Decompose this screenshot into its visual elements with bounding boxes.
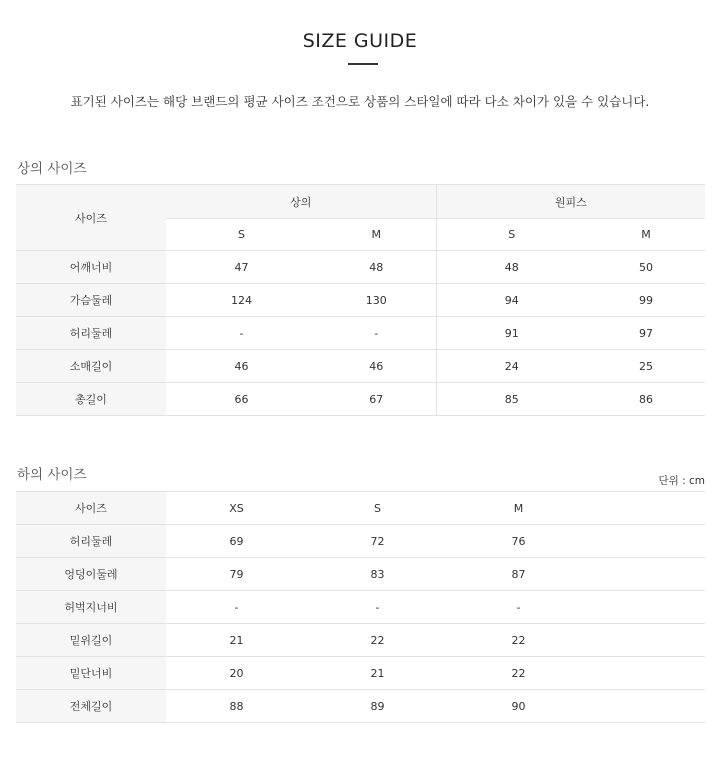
row-label: 가슴둘레 [16, 284, 166, 317]
size-notice: 표기된 사이즈는 해당 브랜드의 평균 사이즈 조건으로 상품의 스타일에 따라 다소 차이가 있을 수 있습니다. [70, 94, 650, 109]
row-label: 허리둘레 [16, 317, 166, 350]
table-row [16, 624, 705, 657]
row-label: 엉덩이둘레 [16, 558, 166, 591]
empty-cell [589, 492, 705, 525]
table-cell: 69 [166, 525, 307, 558]
table-cell: - [307, 591, 448, 624]
table-row [16, 383, 705, 416]
table-cell: 130 [317, 284, 436, 317]
group-header-top: 상의 [166, 185, 436, 219]
table-cell: 91 [436, 317, 587, 350]
table-cell: 76 [448, 525, 589, 558]
table-cell: 46 [166, 350, 317, 383]
table-cell: 83 [307, 558, 448, 591]
size-label: S [166, 219, 317, 251]
size-header-cell: 사이즈 [16, 185, 166, 251]
size-label: S [436, 219, 587, 251]
table-cell: 24 [436, 350, 587, 383]
row-label: 허리둘레 [16, 525, 166, 558]
table-cell: 20 [166, 657, 307, 690]
top-size-section-title: 상의 사이즈 [17, 161, 87, 177]
size-header-cell: 사이즈 [16, 492, 166, 525]
table-cell: - [448, 591, 589, 624]
bottom-size-section-title: 하의 사이즈 [17, 467, 87, 483]
title-divider [348, 63, 378, 65]
size-label: M [448, 492, 589, 525]
size-label: M [587, 219, 705, 251]
row-label: 허벅지너비 [16, 591, 166, 624]
table-cell: 99 [587, 284, 705, 317]
table-row [16, 657, 705, 690]
row-label: 밑위길이 [16, 624, 166, 657]
empty-cell [589, 690, 705, 723]
table-cell: 85 [436, 383, 587, 416]
row-label: 총길이 [16, 383, 166, 416]
table-row [16, 251, 705, 284]
table-cell: - [166, 317, 317, 350]
row-label: 어깨너비 [16, 251, 166, 284]
table-cell: 86 [587, 383, 705, 416]
page-title: SIZE GUIDE [302, 30, 418, 52]
empty-cell [589, 558, 705, 591]
table-cell: 97 [587, 317, 705, 350]
table-cell: 48 [317, 251, 436, 284]
table-cell: 94 [436, 284, 587, 317]
top-size-table [16, 184, 705, 416]
table-row [16, 525, 705, 558]
size-label: S [307, 492, 448, 525]
unit-label: 단위 : cm [658, 475, 705, 487]
table-cell: 124 [166, 284, 317, 317]
table-cell: 72 [307, 525, 448, 558]
table-cell: 46 [317, 350, 436, 383]
table-row [16, 284, 705, 317]
table-cell: 50 [587, 251, 705, 284]
table-cell: 88 [166, 690, 307, 723]
table-cell: 22 [448, 624, 589, 657]
size-label: M [317, 219, 436, 251]
table-cell: 66 [166, 383, 317, 416]
table-row [16, 317, 705, 350]
table-cell: 79 [166, 558, 307, 591]
row-label: 전체길이 [16, 690, 166, 723]
table-cell: 48 [436, 251, 587, 284]
table-cell: 67 [317, 383, 436, 416]
table-row [16, 558, 705, 591]
table-cell: 25 [587, 350, 705, 383]
table-cell: 47 [166, 251, 317, 284]
table-cell: - [166, 591, 307, 624]
group-header-dress: 원피스 [436, 185, 705, 219]
table-cell: 90 [448, 690, 589, 723]
empty-cell [589, 525, 705, 558]
table-row [16, 690, 705, 723]
row-label: 밑단너비 [16, 657, 166, 690]
empty-cell [589, 624, 705, 657]
table-cell: 22 [307, 624, 448, 657]
table-cell: 22 [448, 657, 589, 690]
row-label: 소매길이 [16, 350, 166, 383]
table-cell: 87 [448, 558, 589, 591]
empty-cell [589, 657, 705, 690]
size-label: XS [166, 492, 307, 525]
table-cell: 89 [307, 690, 448, 723]
table-row [16, 591, 705, 624]
table-row [16, 350, 705, 383]
table-cell: 21 [307, 657, 448, 690]
bottom-size-table [16, 491, 705, 723]
table-cell: 21 [166, 624, 307, 657]
table-cell: - [317, 317, 436, 350]
empty-cell [589, 591, 705, 624]
